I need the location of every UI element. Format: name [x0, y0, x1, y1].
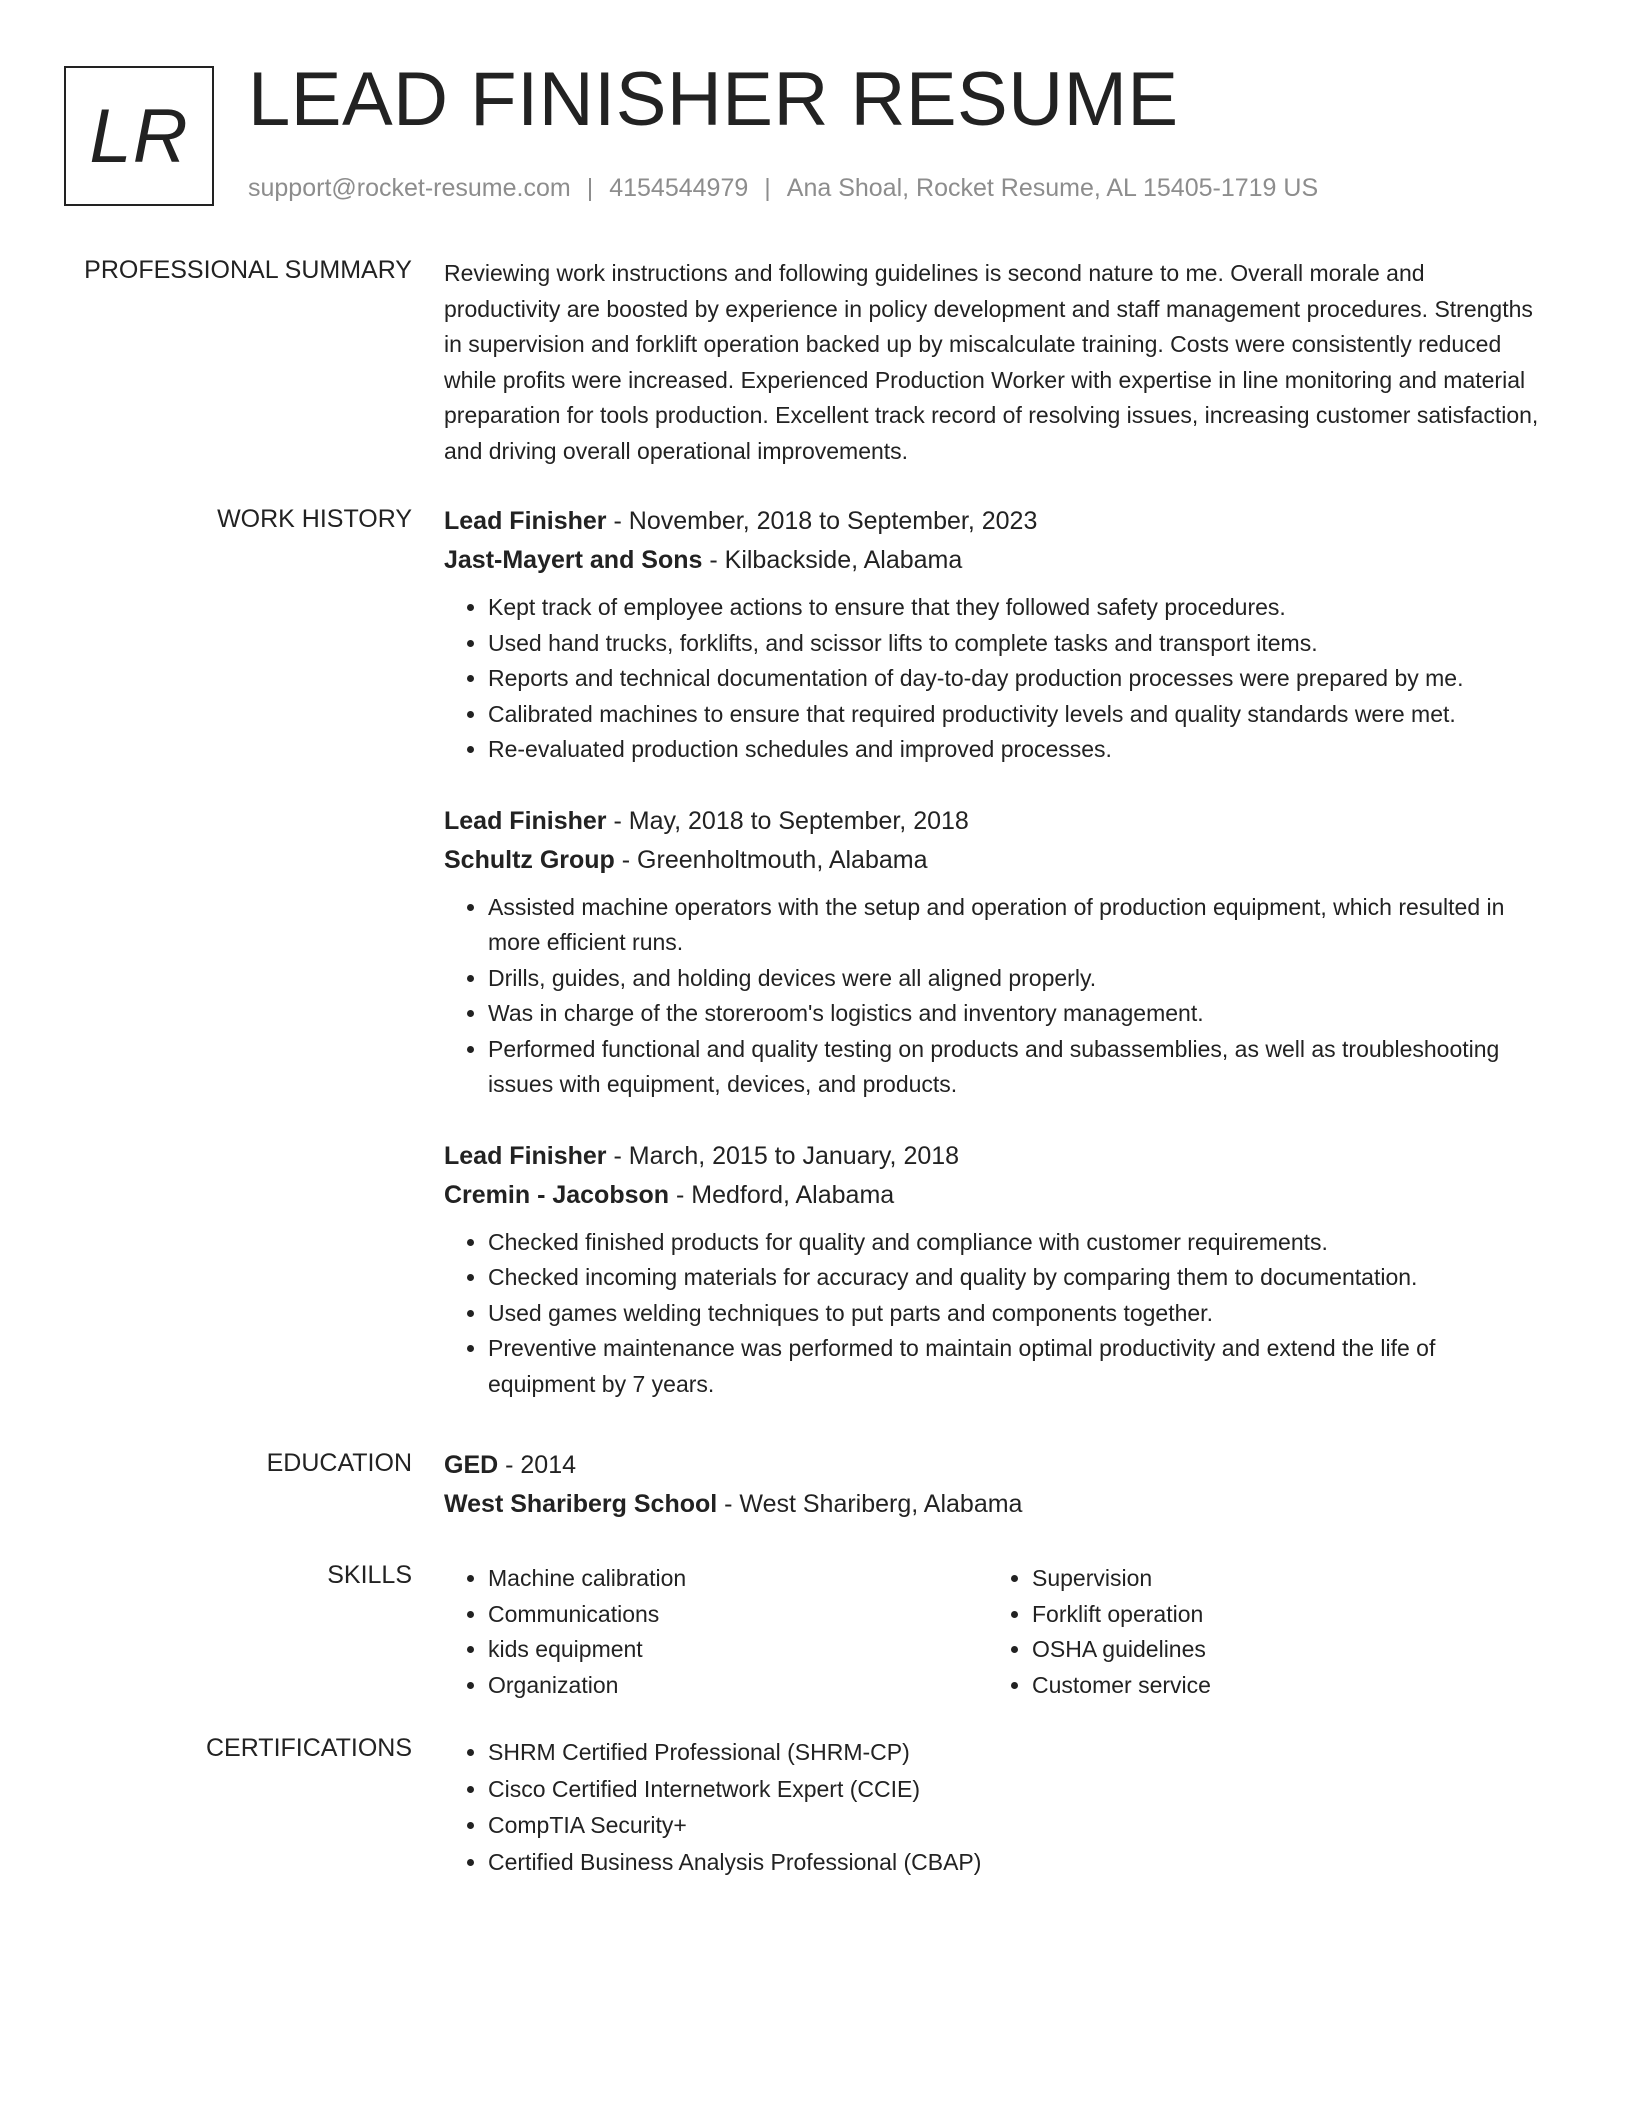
list-item: • Customer service: [1032, 1668, 1532, 1704]
work-history-heading: WORK HISTORY: [217, 505, 412, 533]
education-heading: EDUCATION: [266, 1449, 412, 1477]
job-title-line: [444, 802, 1544, 841]
job-company-line: [444, 1176, 1544, 1215]
skills-columns: [444, 1561, 1544, 1703]
contact-separator: |: [764, 174, 771, 202]
education-location: - West Shariberg, Alabama: [717, 1490, 1023, 1518]
list-item: • Re-evaluated production schedules and improved processes.: [488, 732, 1544, 768]
job-bullets: [444, 1225, 1544, 1403]
summary-body: [444, 256, 1544, 469]
job-title: Lead Finisher: [444, 806, 607, 835]
list-item: • Kept track of employee actions to ensure that they followed safety procedures.: [488, 590, 1544, 626]
education-degree: GED: [444, 1451, 499, 1479]
list-item: • OSHA guidelines: [1032, 1632, 1532, 1668]
list-item: • Preventive maintenance was performed to maintain optimal productivity and extend the life of equipment by 7 years.: [488, 1331, 1544, 1402]
job-bullets: [444, 590, 1544, 768]
list-item: • Drills, guides, and holding devices were all aligned properly.: [488, 961, 1544, 997]
certifications-heading: CERTIFICATIONS: [205, 1734, 412, 1762]
skills-list-right: [988, 1561, 1532, 1703]
summary-heading: PROFESSIONAL SUMMARY: [84, 256, 412, 284]
job-title: Lead Finisher: [444, 507, 607, 535]
list-item: • CompTIA Security+: [488, 1807, 1544, 1844]
list-item: • SHRM Certified Professional (SHRM-CP): [488, 1734, 1544, 1771]
certifications-body: [444, 1734, 1544, 1880]
job-company: Cremin - Jacobson: [444, 1180, 670, 1209]
list-item: • Used games welding techniques to put parts and components together.: [488, 1296, 1544, 1332]
job-dates: - May, 2018 to September, 2018: [606, 806, 969, 835]
list-item: • Used hand trucks, forklifts, and scissor lifts to complete tasks and transport items.: [488, 626, 1544, 662]
job-dates: - March, 2015 to January, 2018: [606, 1141, 960, 1170]
list-item: • Reports and technical documentation of day-to-day production processes were prepared by me.: [488, 661, 1544, 697]
list-item: • Supervision: [1032, 1561, 1532, 1597]
list-item: • Was in charge of the storeroom's logistics and inventory management.: [488, 996, 1544, 1032]
list-item: • Machine calibration: [488, 1561, 988, 1597]
list-item: • Cisco Certified Internetwork Expert (CCIE): [488, 1771, 1544, 1808]
job-company: Schultz Group: [444, 845, 615, 874]
certifications-list: [444, 1734, 1544, 1880]
job-dates: - November, 2018 to September, 2023: [606, 507, 1038, 535]
job-title-line: [444, 502, 1544, 541]
list-item: • Assisted machine operators with the setup and operation of production equipment, which resulted in more efficient runs.: [488, 890, 1544, 961]
education-school-line: [444, 1485, 1544, 1524]
job-location: - Kilbackside, Alabama: [702, 546, 963, 574]
list-item: • Organization: [488, 1668, 988, 1704]
education-school: West Shariberg School: [444, 1490, 718, 1518]
job-entry: [444, 802, 1544, 1103]
job-company: Jast-Mayert and Sons: [444, 546, 703, 574]
skills-list-left: [444, 1561, 988, 1703]
job-location: - Greenholtmouth, Alabama: [614, 845, 928, 874]
education-body: [444, 1446, 1544, 1524]
monogram-box: [64, 66, 214, 206]
list-item: • Checked incoming materials for accuracy and quality by comparing them to documentation.: [488, 1260, 1544, 1296]
education-degree-line: [444, 1446, 1544, 1485]
skills-heading: SKILLS: [327, 1561, 412, 1589]
list-item: • Calibrated machines to ensure that required productivity levels and quality standards were met.: [488, 697, 1544, 733]
contact-phone: 4154544979: [609, 174, 749, 202]
job-title-line: [444, 1137, 1544, 1176]
list-item: • Certified Business Analysis Professional (CBAP): [488, 1844, 1544, 1881]
contact-address: Ana Shoal, Rocket Resume, AL 15405-1719 US: [786, 174, 1319, 202]
summary-text: Reviewing work instructions and following guidelines is second nature to me. Overall morale and productivity are boosted by experience in policy development and staff management procedures. Strengths in supervision and forklift operation backed up by miscalculate training. Costs were consistently reduced while profits were increased. Experienced Production Worker with expertise in line monitoring and material preparation for tools production. Excellent track record of resolving issues, increasing customer satisfaction, and driving overall operational improvements.: [444, 260, 1539, 464]
job-company-line: [444, 541, 1544, 580]
monogram-initials: LR: [89, 93, 189, 179]
education-year: - 2014: [498, 1451, 577, 1479]
skills-body: [444, 1561, 1544, 1703]
job-bullets: [444, 890, 1544, 1103]
job-title: Lead Finisher: [444, 1141, 607, 1170]
list-item: • Communications: [488, 1597, 988, 1633]
list-item: • Performed functional and quality testing on products and subassemblies, as well as troubleshooting issues with equipment, devices, and products.: [488, 1032, 1544, 1103]
job-company-line: [444, 841, 1544, 880]
job-location: - Medford, Alabama: [669, 1180, 895, 1209]
contact-separator: |: [586, 174, 594, 202]
contact-line: [248, 174, 1318, 203]
job-entry: [444, 502, 1544, 768]
list-item: • kids equipment: [488, 1632, 988, 1668]
work-history-body: [444, 502, 1544, 1436]
resume-title: LEAD FINISHER RESUME: [248, 57, 1179, 142]
contact-email: support@rocket-resume.com: [248, 174, 571, 202]
list-item: • Checked finished products for quality and compliance with customer requirements.: [488, 1225, 1544, 1261]
job-entry: [444, 1137, 1544, 1403]
list-item: • Forklift operation: [1032, 1597, 1532, 1633]
